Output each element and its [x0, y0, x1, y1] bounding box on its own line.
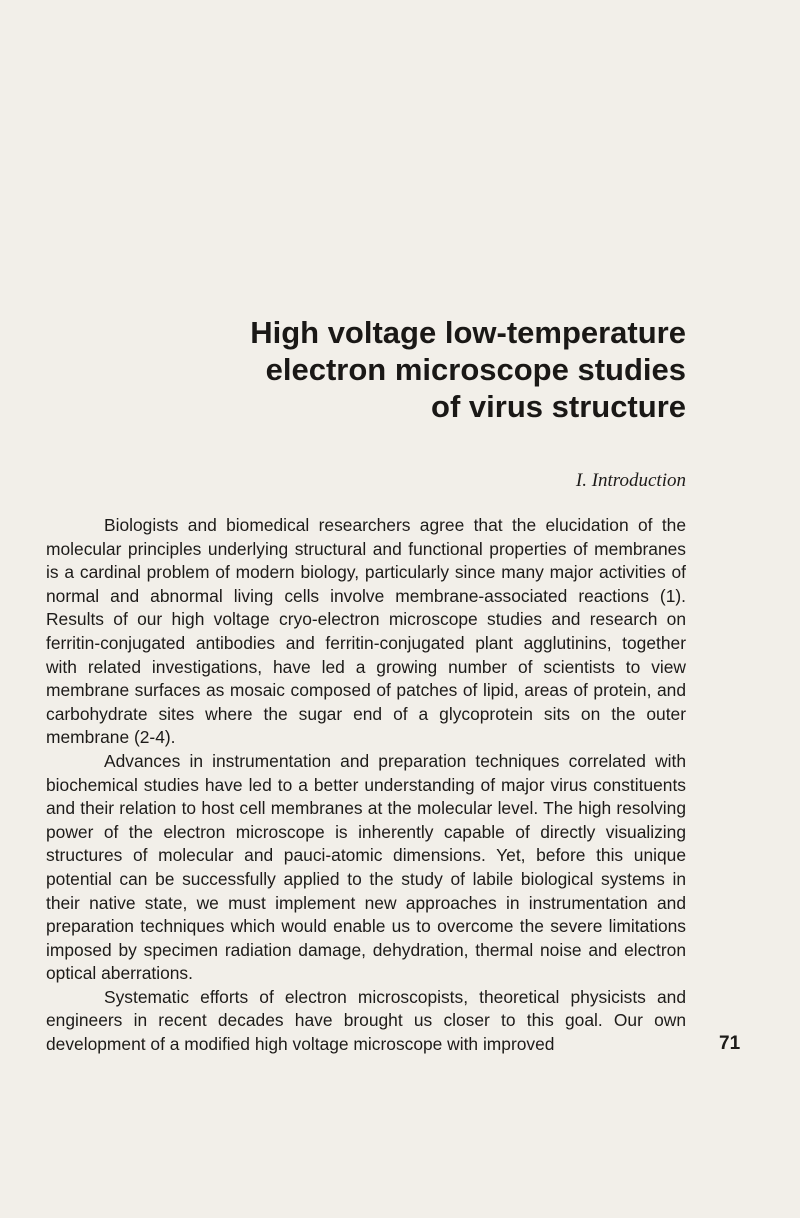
section-heading: I. Introduction [575, 470, 686, 491]
title-line-1: High voltage low-temperature [250, 315, 686, 350]
body-text [46, 514, 686, 1057]
article-title [126, 314, 686, 425]
title-line-3: of virus structure [431, 389, 686, 424]
title-line-2: electron microscope studies [265, 352, 686, 387]
paragraph-1: Biologists and biomedical researchers agree that the elucidation of the molecular principles underlying structural and functional properties of membranes is a cardinal problem of modern biology, particularly since many major activities of normal and abnormal living cells involve membrane-associated reactions (1). Results of our high voltage cryo-electron microscope studies and research on ferritin-conjugated antibodies and ferritin-conjugated plant agglutinins, together with related investigations, have led a growing number of scientists to view membrane surfaces as mosaic composed of patches of lipid, areas of protein, and carbohydrate sites where the sugar end of a glycoprotein sits on the outer membrane (2-4). [46, 515, 686, 748]
page-number: 71 [719, 1033, 741, 1054]
paragraph-3: Systematic efforts of electron microscopists, theoretical physicists and engineers in recent decades have brought us closer to this goal. Our own development of a modified high voltage microscope with improved [46, 986, 686, 1055]
paragraph-2: Advances in instrumentation and preparation techniques correlated with biochemical studies have led to a better understanding of major virus constituents and their relation to host cell membranes at the molecular level. The high resolving power of the electron microscope is inherently capable of directly visualizing structures of molecular and pauci-atomic dimensions. Yet, before this unique potential can be successfully applied to the study of labile biological systems in their native state, we must implement new approaches in instrumentation and preparation techniques which would enable us to overcome the severe limitations imposed by specimen radiation damage, dehydration, thermal noise and electron optical aberrations. [46, 750, 686, 984]
